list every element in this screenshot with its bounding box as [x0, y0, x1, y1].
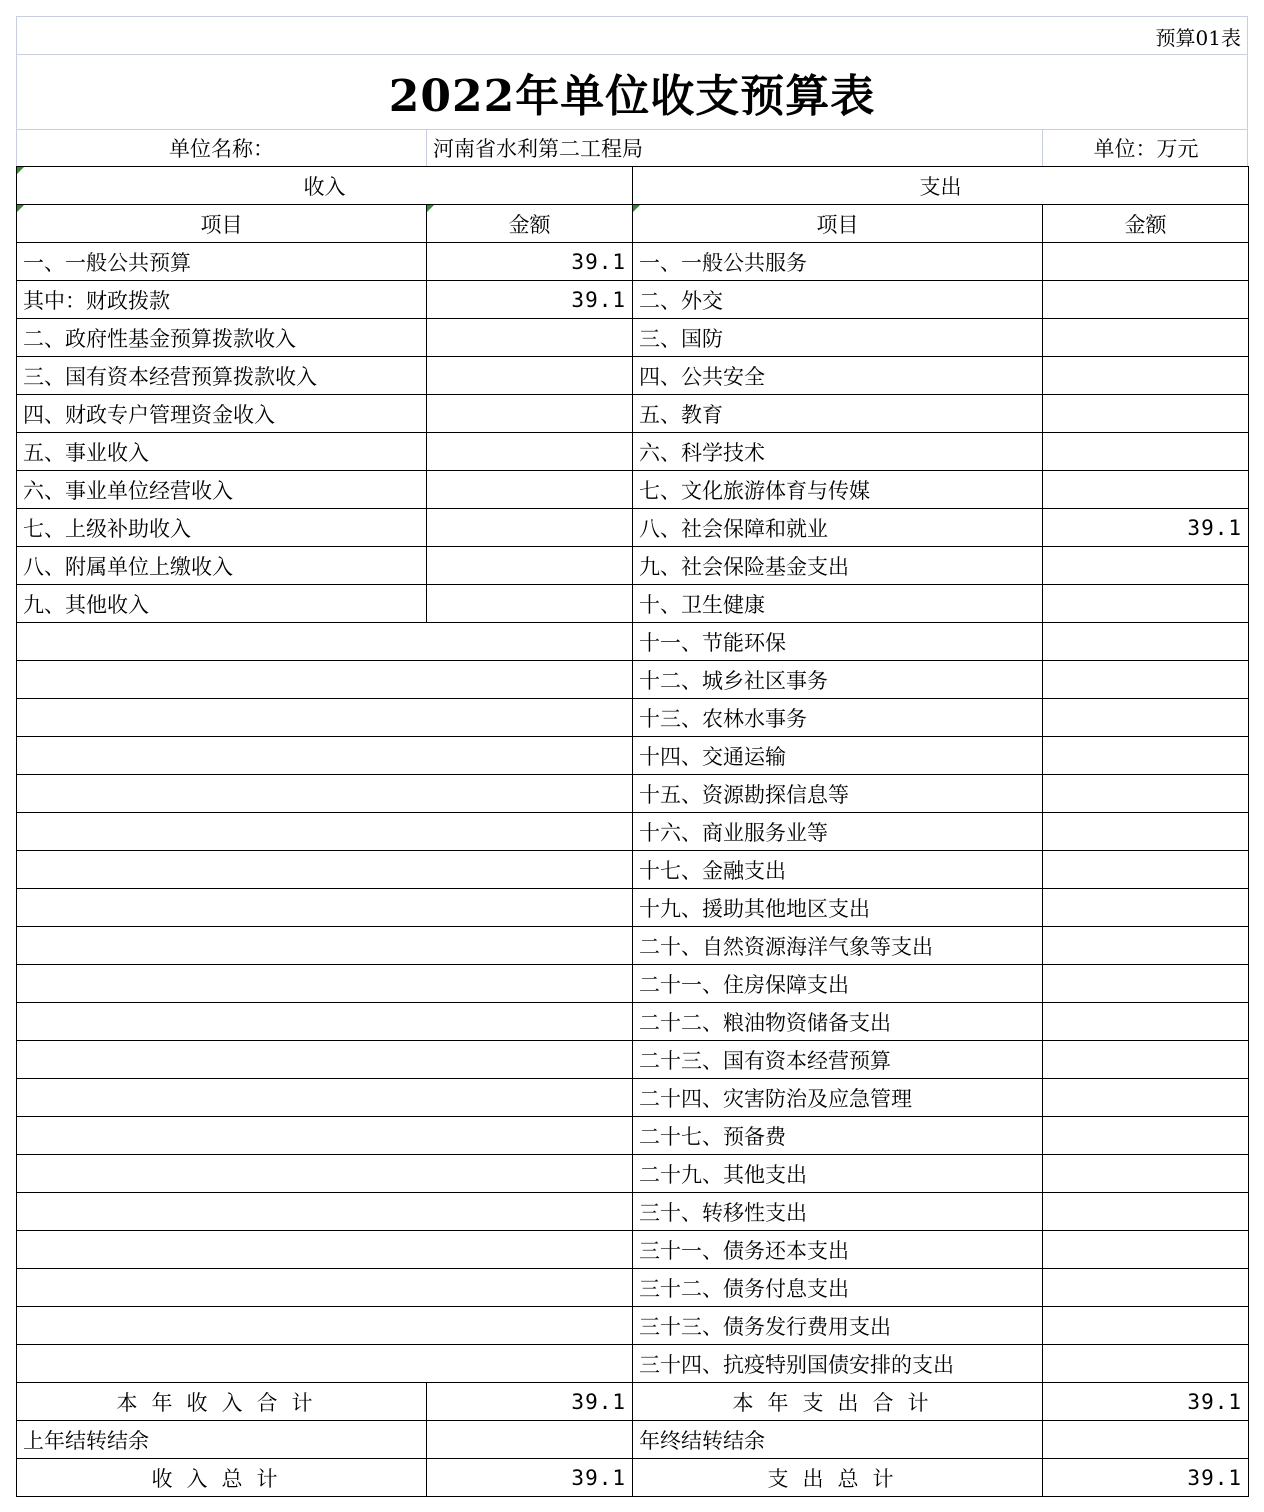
table-row	[17, 1117, 1249, 1155]
income-blank	[17, 1041, 633, 1079]
expense-item: 八、社会保障和就业	[633, 509, 1043, 547]
income-blank	[17, 1269, 633, 1307]
table-row	[17, 1345, 1249, 1383]
table-row	[17, 965, 1249, 1003]
expense-amount	[1043, 1117, 1249, 1155]
table-row	[17, 471, 1249, 509]
expense-amount	[1043, 281, 1249, 319]
table-row	[17, 1079, 1249, 1117]
unit-name-label: 单位名称：	[17, 130, 427, 166]
expense-amount	[1043, 319, 1249, 357]
income-item: 四、财政专户管理资金收入	[17, 395, 427, 433]
table-row	[17, 319, 1249, 357]
expense-item: 十一、节能环保	[633, 623, 1043, 661]
expense-item: 三十三、债务发行费用支出	[633, 1307, 1043, 1345]
expense-amount	[1043, 965, 1249, 1003]
expense-amount	[1043, 813, 1249, 851]
income-item: 五、事业收入	[17, 433, 427, 471]
expense-item: 二十一、住房保障支出	[633, 965, 1043, 1003]
expense-amount	[1043, 661, 1249, 699]
expense-item: 一、一般公共服务	[633, 243, 1043, 281]
year-income-label: 本年收入合计	[17, 1383, 427, 1421]
income-blank	[17, 1231, 633, 1269]
expense-item: 二十四、灾害防治及应急管理	[633, 1079, 1043, 1117]
expense-amount	[1043, 1193, 1249, 1231]
income-blank	[17, 1079, 633, 1117]
expense-item: 二、外交	[633, 281, 1043, 319]
table-row	[17, 623, 1249, 661]
expense-item: 三、国防	[633, 319, 1043, 357]
unit-name-value: 河南省水利第二工程局	[427, 130, 1043, 166]
income-blank	[17, 1307, 633, 1345]
expense-amount	[1043, 357, 1249, 395]
expense-amount	[1043, 395, 1249, 433]
income-blank	[17, 737, 633, 775]
table-row	[17, 281, 1249, 319]
table-row	[17, 1231, 1249, 1269]
page-title: 2022年单位收支预算表	[388, 71, 876, 122]
info-bar	[16, 129, 1248, 166]
column-header-row	[17, 205, 1249, 243]
expense-item: 三十二、债务付息支出	[633, 1269, 1043, 1307]
expense-amount	[1043, 547, 1249, 585]
currency-unit: 单位：万元	[1093, 137, 1199, 161]
table-row	[17, 813, 1249, 851]
income-blank	[17, 1345, 633, 1383]
expense-amount	[1043, 1155, 1249, 1193]
carry-in-amount	[427, 1421, 633, 1459]
carry-out-label: 年终结转结余	[633, 1421, 1043, 1459]
expense-item: 三十、转移性支出	[633, 1193, 1043, 1231]
expense-item: 二十二、粮油物资储备支出	[633, 1003, 1043, 1041]
income-blank	[17, 775, 633, 813]
title-bar	[16, 54, 1248, 129]
income-amount	[427, 433, 633, 471]
table-row	[17, 1003, 1249, 1041]
expense-header: 支出	[633, 167, 1249, 205]
total-income-amount: 39.1	[427, 1459, 633, 1497]
expense-amount	[1043, 623, 1249, 661]
expense-amount	[1043, 433, 1249, 471]
income-item: 二、政府性基金预算拨款收入	[17, 319, 427, 357]
table-row	[17, 889, 1249, 927]
year-expense-label: 本年支出合计	[633, 1383, 1043, 1421]
income-blank	[17, 889, 633, 927]
income-amount	[427, 585, 633, 623]
total-expense-label: 支出总计	[633, 1459, 1043, 1497]
income-amount: 39.1	[427, 281, 633, 319]
table-row	[17, 699, 1249, 737]
expense-item: 十六、商业服务业等	[633, 813, 1043, 851]
carryover-row	[17, 1421, 1249, 1459]
income-item: 一、一般公共预算	[17, 243, 427, 281]
carry-out-amount	[1043, 1421, 1249, 1459]
income-item: 七、上级补助收入	[17, 509, 427, 547]
expense-item: 二十七、预备费	[633, 1117, 1043, 1155]
income-amount	[427, 547, 633, 585]
year-total-row	[17, 1383, 1249, 1421]
expense-amount	[1043, 1307, 1249, 1345]
income-blank	[17, 1117, 633, 1155]
budget-table	[16, 166, 1249, 1497]
expense-amount	[1043, 699, 1249, 737]
expense-item: 二十、自然资源海洋气象等支出	[633, 927, 1043, 965]
expense-item: 十七、金融支出	[633, 851, 1043, 889]
income-item: 六、事业单位经营收入	[17, 471, 427, 509]
section-header-row	[17, 167, 1249, 205]
expense-amount	[1043, 471, 1249, 509]
expense-item: 三十一、债务还本支出	[633, 1231, 1043, 1269]
table-row	[17, 509, 1249, 547]
expense-amount	[1043, 1269, 1249, 1307]
income-blank	[17, 1155, 633, 1193]
table-row	[17, 1041, 1249, 1079]
expense-item: 七、文化旅游体育与传媒	[633, 471, 1043, 509]
expense-item: 十四、交通运输	[633, 737, 1043, 775]
income-blank	[17, 1193, 633, 1231]
carry-in-label: 上年结转结余	[17, 1421, 427, 1459]
expense-amount	[1043, 889, 1249, 927]
income-blank	[17, 965, 633, 1003]
income-blank	[17, 661, 633, 699]
income-item: 其中：财政拨款	[17, 281, 427, 319]
expense-amount	[1043, 1079, 1249, 1117]
expense-amount-header: 金额	[1043, 205, 1249, 243]
table-row	[17, 1269, 1249, 1307]
year-expense-amount: 39.1	[1043, 1383, 1249, 1421]
income-blank	[17, 927, 633, 965]
income-amount	[427, 319, 633, 357]
income-amount-header: 金额	[427, 205, 633, 243]
income-item: 八、附属单位上缴收入	[17, 547, 427, 585]
table-row	[17, 927, 1249, 965]
expense-item: 四、公共安全	[633, 357, 1043, 395]
expense-item: 二十三、国有资本经营预算	[633, 1041, 1043, 1079]
budget-sheet	[16, 16, 1248, 1497]
income-blank	[17, 699, 633, 737]
income-amount: 39.1	[427, 243, 633, 281]
income-amount	[427, 395, 633, 433]
expense-amount	[1043, 1231, 1249, 1269]
expense-amount	[1043, 927, 1249, 965]
income-item-header: 项目	[17, 205, 427, 243]
expense-amount	[1043, 1345, 1249, 1383]
income-blank	[17, 851, 633, 889]
table-row	[17, 585, 1249, 623]
table-row	[17, 547, 1249, 585]
expense-amount	[1043, 1041, 1249, 1079]
expense-item-header: 项目	[633, 205, 1043, 243]
expense-amount	[1043, 585, 1249, 623]
expense-item: 九、社会保险基金支出	[633, 547, 1043, 585]
table-row	[17, 395, 1249, 433]
income-amount	[427, 471, 633, 509]
table-row	[17, 1155, 1249, 1193]
expense-item: 三十四、抗疫特别国债安排的支出	[633, 1345, 1043, 1383]
total-income-label: 收入总计	[17, 1459, 427, 1497]
table-row	[17, 357, 1249, 395]
expense-amount	[1043, 1003, 1249, 1041]
expense-item: 十九、援助其他地区支出	[633, 889, 1043, 927]
income-amount	[427, 509, 633, 547]
table-row	[17, 661, 1249, 699]
expense-item: 十、卫生健康	[633, 585, 1043, 623]
income-blank	[17, 1003, 633, 1041]
total-expense-amount: 39.1	[1043, 1459, 1249, 1497]
form-code: 预算01表	[1155, 26, 1241, 50]
income-item: 九、其他收入	[17, 585, 427, 623]
table-row	[17, 243, 1249, 281]
income-item: 三、国有资本经营预算拨款收入	[17, 357, 427, 395]
form-code-bar	[16, 16, 1248, 54]
income-amount	[427, 357, 633, 395]
expense-amount	[1043, 243, 1249, 281]
table-row	[17, 1307, 1249, 1345]
expense-item: 六、科学技术	[633, 433, 1043, 471]
year-income-amount: 39.1	[427, 1383, 633, 1421]
income-blank	[17, 623, 633, 661]
grand-total-row	[17, 1459, 1249, 1497]
table-row	[17, 1193, 1249, 1231]
expense-amount	[1043, 737, 1249, 775]
expense-amount	[1043, 775, 1249, 813]
expense-amount	[1043, 851, 1249, 889]
expense-item: 十三、农林水事务	[633, 699, 1043, 737]
table-row	[17, 775, 1249, 813]
expense-item: 二十九、其他支出	[633, 1155, 1043, 1193]
table-row	[17, 737, 1249, 775]
income-header: 收入	[17, 167, 633, 205]
expense-item: 五、教育	[633, 395, 1043, 433]
expense-amount: 39.1	[1043, 509, 1249, 547]
table-row	[17, 433, 1249, 471]
table-row	[17, 851, 1249, 889]
expense-item: 十五、资源勘探信息等	[633, 775, 1043, 813]
expense-item: 十二、城乡社区事务	[633, 661, 1043, 699]
income-blank	[17, 813, 633, 851]
